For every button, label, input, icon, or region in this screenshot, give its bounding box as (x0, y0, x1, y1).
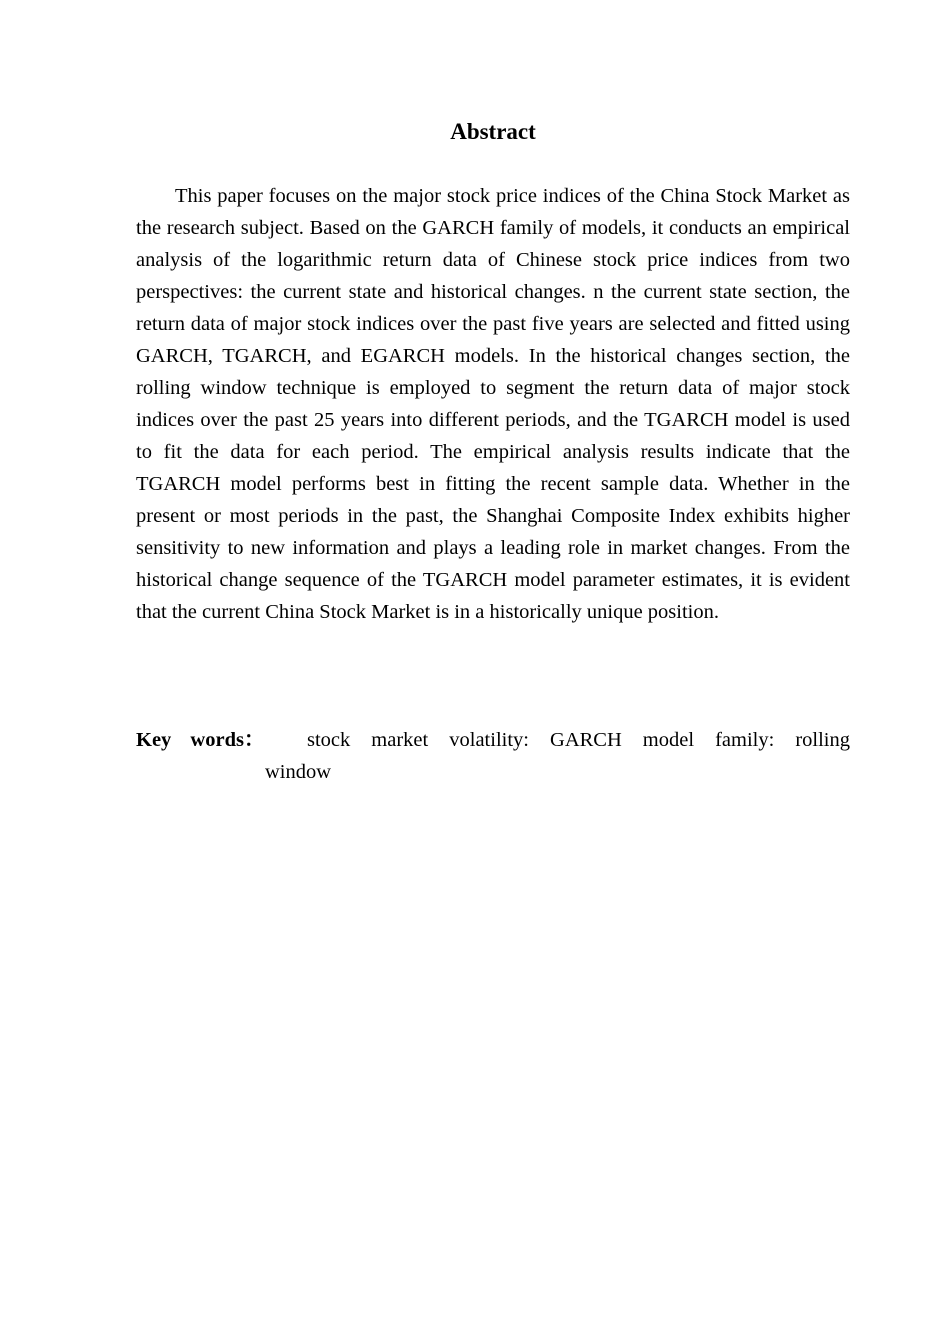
abstract-title: Abstract (450, 119, 536, 144)
keywords-text: stock market volatility: GARCH model family: rolling window (265, 729, 850, 783)
keywords-section (136, 724, 850, 788)
abstract-body: This paper focuses on the major stock price indices of the China Stock Market as the research subject. Based on the GARCH family of models, it conducts an empirical analysis of the logarithmic return data of Chinese stock price indices from two perspectives: the current state and historical changes. n the current state section, the return data of major stock indices over the past five years are selected and fitted using GARCH, TGARCH, and EGARCH models. In the historical changes section, the rolling window technique is employed to segment the return data of major stock indices over the past 25 years into different periods, and the TGARCH model is used to fit the data for each period. The empirical analysis results indicate that the TGARCH model performs best in fitting the recent sample data. Whether in the present or most periods in the past, the Shanghai Composite Index exhibits higher sensitivity to new information and plays a leading role in market changes. From the historical change sequence of the TGARCH model parameter estimates, it is evident that the current China Stock Market is in a historically unique position. (136, 185, 850, 623)
keywords-label: Key words： (136, 729, 265, 751)
